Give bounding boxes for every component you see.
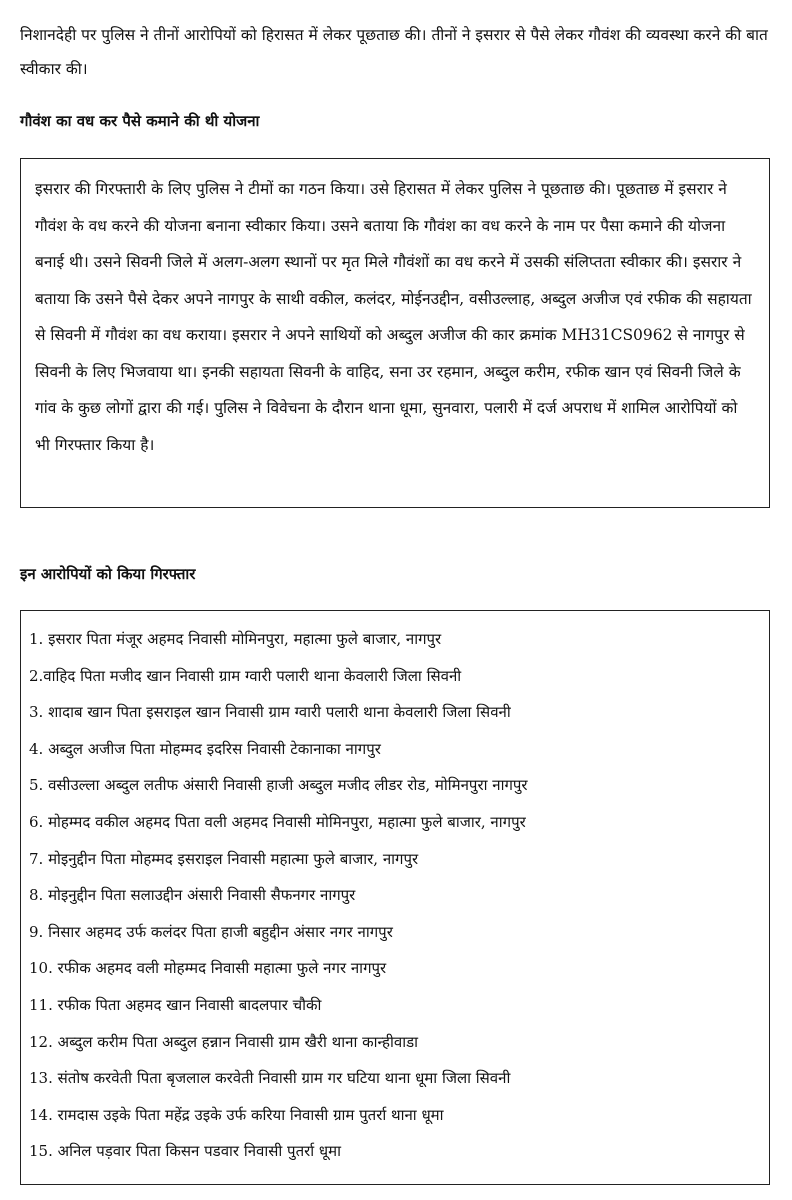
list-item: 12. अब्दुल करीम पिता अब्दुल हन्नान निवासी ग्राम खैरी थाना कान्हीवाडा — [29, 1032, 418, 1051]
intro-paragraph: निशानदेही पर पुलिस ने तीनों आरोपियों को हिरासत में लेकर पूछताछ की। तीनों ने इसरार से पैसे लेकर गौवंश की व्यवस्था करने की बात स्वीकार की। — [20, 26, 768, 78]
section-heading-plan: गौवंश का वध कर पैसे कमाने की थी योजना — [20, 112, 260, 130]
section-heading-arrested: इन आरोपियों को किया गिरफ्तार — [20, 565, 196, 583]
list-item: 13. संतोष करवेती पिता बृजलाल करवेती निवासी ग्राम गर घटिया थाना धूमा जिला सिवनी — [29, 1069, 511, 1088]
list-item: 10. रफीक अहमद वली मोहम्मद निवासी महात्मा फुले नगर नागपुर — [29, 959, 387, 978]
list-item: 6. मोहम्मद वकील अहमद पिता वली अहमद निवासी मोमिनपुरा, महात्मा फुले बाजार, नागपुर — [29, 812, 526, 831]
list-item: 15. अनिल पड़वार पिता किसन पडवार निवासी पुतर्रा धूमा — [29, 1142, 341, 1161]
list-item: 3. शादाब खान पिता इसराइल खान निवासी ग्राम ग्वारी पलारी थाना केवलारी जिला सिवनी — [29, 703, 511, 722]
list-item: 8. मोइनुद्दीन पिता सलाउद्दीन अंसारी निवासी सैफनगर नागपुर — [29, 886, 356, 905]
list-item: 11. रफीक पिता अहमद खान निवासी बादलपार चौकी — [29, 995, 322, 1014]
list-item: 4. अब्दुल अजीज पिता मोहम्मद इदरिस निवासी टेकानाका नागपुर — [29, 739, 381, 758]
list-item: 9. निसार अहमद उर्फ कलंदर पिता हाजी बहुद्दीन अंसार नगर नागपुर — [29, 922, 393, 941]
list-item: 1. इसरार पिता मंजूर अहमद निवासी मोमिनपुरा, महात्मा फुले बाजार, नागपुर — [29, 630, 442, 648]
arrested-list-box — [20, 610, 770, 1185]
list-item: 14. रामदास उइके पिता महेंद्र उइके उर्फ करिया निवासी ग्राम पुतर्रा थाना धूमा — [29, 1105, 444, 1124]
arrested-list — [29, 621, 759, 1170]
list-item: 5. वसीउल्ला अब्दुल लतीफ अंसारी निवासी हाजी अब्दुल मजीद लीडर रोड, मोमिनपुरा नागपुर — [29, 776, 528, 795]
list-item: 7. मोइनुद्दीन पिता मोहम्मद इसराइल निवासी महात्मा फुले बाजार, नागपुर — [29, 849, 419, 868]
plan-details-paragraph: इसरार की गिरफ्तारी के लिए पुलिस ने टीमों का गठन किया। उसे हिरासत में लेकर पुलिस ने पूछताछ की। पूछताछ में इसरार ने गौवंश के वध करने की योजना बनाना स्वीकार किया। उसने बताया कि गौवंश का वध करने के नाम पर पैसा कमाने की योजना बनाई थी। उसने सिवनी जिले में अलग-अलग स्थानों पर मृत मिले गौवंशों का वध करने में उसकी संलिप्तता स्वीकार की। इसरार ने बताया कि उसने पैसे देकर अपने नागपुर के साथी वकील, कलंदर, मोईनउद्दीन, वसीउल्लाह, अब्दुल अजीज एवं रफीक की सहायता से सिवनी में गौवंश का वध कराया। इसरार ने अपने साथियों को अब्दुल अजीज की कार क्रमांक MH31CS0962 से नागपुर से सिवनी के लिए भिजवाया था। इनकी सहायता सिवनी के वाहिद, सना उर रहमान, अब्दुल करीम, रफीक खान एवं सिवनी जिले के गांव के कुछ लोगों द्वारा की गई। पुलिस ने विवेचना के दौरान थाना धूमा, सुनवारा, पलारी में दर्ज अपराध में शामिल आरोपियों को भी गिरफ्तार किया है। — [35, 180, 752, 454]
list-item: 2.वाहिद पिता मजीद खान निवासी ग्राम ग्वारी पलारी थाना केवलारी जिला सिवनी — [29, 666, 462, 685]
plan-details-box — [20, 158, 770, 508]
